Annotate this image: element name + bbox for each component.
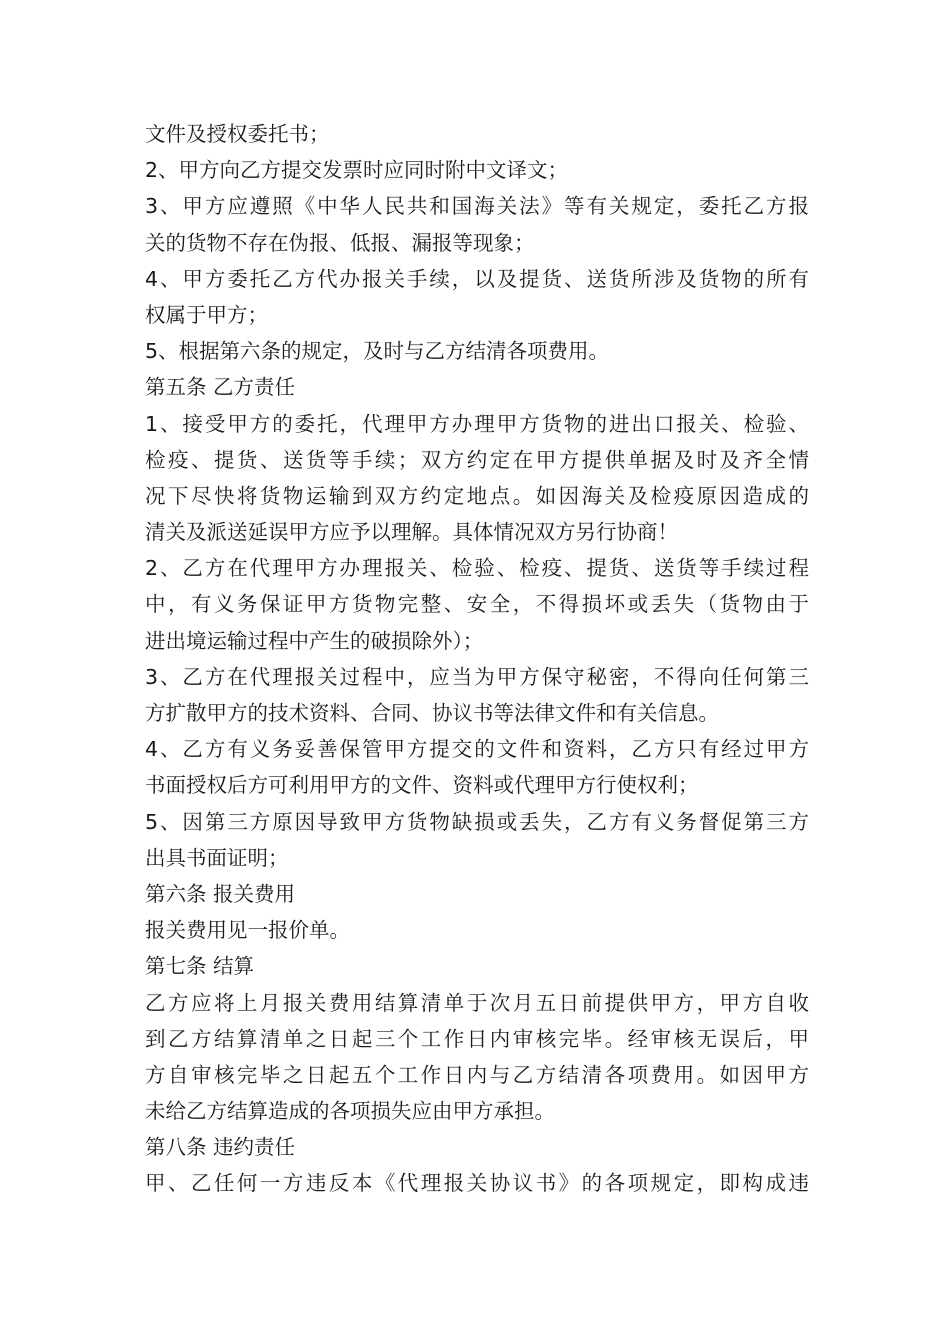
text-line: 第八条 违约责任 [145,1135,296,1160]
document-body [145,116,809,1202]
text-line: 第七条 结算 [145,954,255,979]
text-line: 甲、乙任何一方违反本《代理报关协议书》的各项规定，即构成违 [145,1171,809,1196]
text-line: 3、乙方在代理报关过程中，应当为甲方保守秘密，不得向任何第三 [145,664,809,689]
text-line: 出具书面证明； [145,845,289,870]
text-line: 方扩散甲方的技术资料、合同、协议书等法律文件和有关信息。 [145,701,719,725]
text-line: 况下尽快将货物运输到双方约定地点。如因海关及检疫原因造成的 [145,483,809,508]
text-line: 文件及授权委托书； [145,122,330,146]
text-line: 关的货物不存在伪报、低报、漏报等现象； [145,230,535,255]
text-line: 报关费用见一报价单。 [145,918,350,943]
text-line: 1、接受甲方的委托，代理甲方办理甲方货物的进出口报关、检验、 [145,411,809,436]
text-line: 2、甲方向乙方提交发票时应同时附中文译文； [145,158,569,183]
text-line: 中，有义务保证甲方货物完整、安全，不得损坏或丢失（货物由于 [145,592,809,617]
text-line: 3、甲方应遵照《中华人民共和国海关法》等有关规定，委托乙方报 [145,194,809,219]
text-line: 乙方应将上月报关费用结算清单于次月五日前提供甲方，甲方自收 [145,990,809,1015]
text-line: 4、乙方有义务妥善保管甲方提交的文件和资料，乙方只有经过甲方 [145,737,809,762]
text-line: 5、根据第六条的规定，及时与乙方结清各项费用。 [145,339,610,364]
text-line: 检疫、提货、送货等手续；双方约定在甲方提供单据及时及齐全情 [145,447,809,472]
text-line: 第六条 报关费用 [145,881,296,906]
text-line: 方自审核完毕之日起五个工作日内与乙方结清各项费用。如因甲方 [145,1062,809,1087]
text-line: 到乙方结算清单之日起三个工作日内审核完毕。经审核无误后，甲 [145,1026,809,1051]
text-line: 5、因第三方原因导致甲方货物缺损或丢失，乙方有义务督促第三方 [145,809,809,834]
text-line: 权属于甲方； [145,302,268,327]
text-line: 进出境运输过程中产生的破损除外）； [145,628,484,653]
text-line: 未给乙方结算造成的各项损失应由甲方承担。 [145,1099,555,1124]
text-line: 4、甲方委托乙方代办报关手续，以及提货、送货所涉及货物的所有 [145,266,809,291]
text-line: 第五条 乙方责任 [145,375,296,400]
text-line: 清关及派送延误甲方应予以理解。具体情况双方另行协商！ [145,520,678,545]
text-line: 2、乙方在代理甲方办理报关、检验、检疫、提货、送货等手续过程 [145,556,809,581]
text-line: 书面授权后方可利用甲方的文件、资料或代理甲方行使权利； [145,773,699,798]
